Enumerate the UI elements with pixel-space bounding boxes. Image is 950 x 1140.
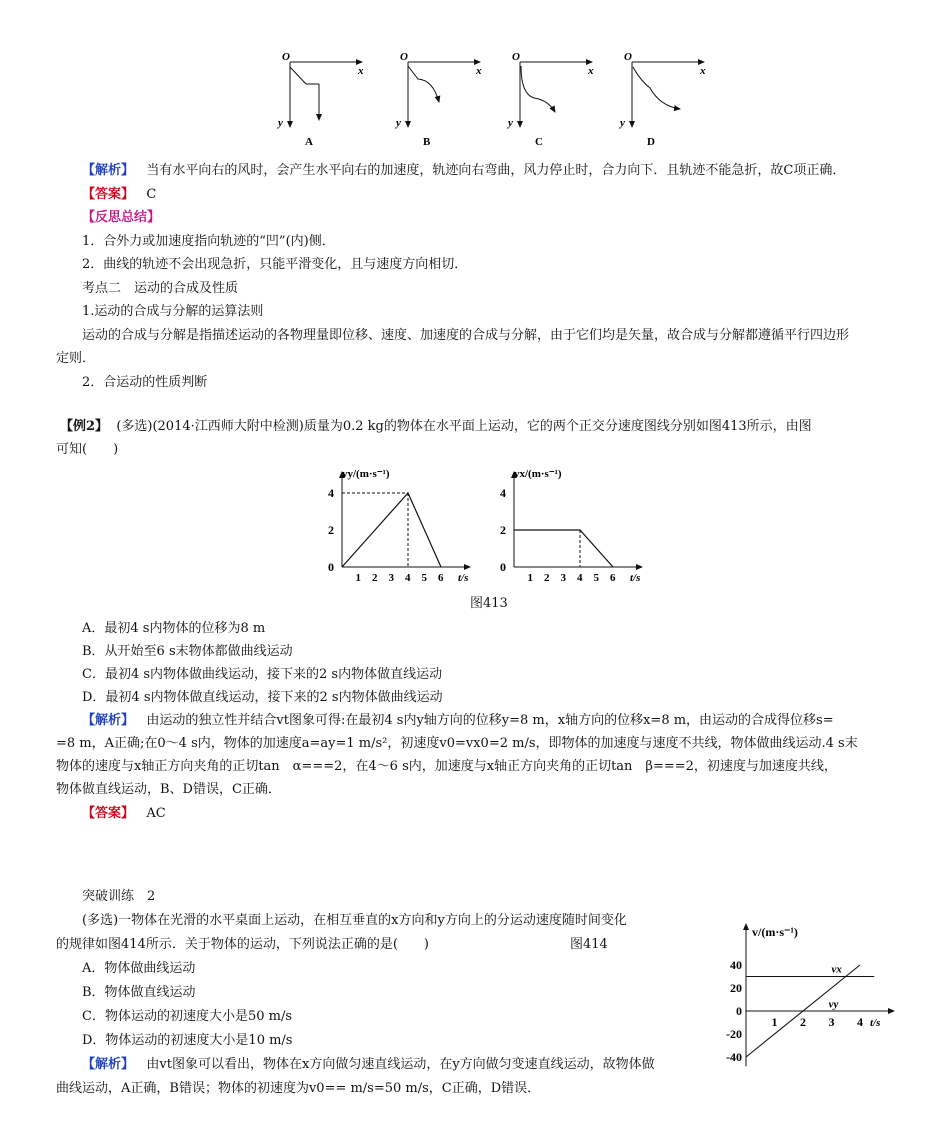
- answer-tag: 【答案】: [82, 806, 135, 821]
- y-tick-label: 0: [736, 1004, 742, 1018]
- y-axis-label: v/(m·s⁻¹): [752, 925, 798, 939]
- x-tick-label: 5: [421, 572, 427, 584]
- example-2-answer: [82, 805, 166, 823]
- option-b-label: B: [423, 136, 431, 148]
- example-2-analysis: [82, 712, 834, 730]
- analysis-text: 物体做直线运动，B、D错误，C正确．: [56, 782, 281, 797]
- option-b: B．物体做直线运动: [82, 985, 196, 1000]
- analysis-tag: 【解析】: [82, 163, 135, 178]
- x-tick-label: 1: [527, 572, 533, 584]
- trajectory-panel-c: [506, 51, 594, 148]
- analysis-text: 曲线运动，A正确，B错误；物体的初速度为v0== m/s=50 m/s，C正确，D错误．: [56, 1081, 541, 1096]
- y-tick-label: 2: [328, 523, 334, 537]
- trajectory-panel-b: [394, 51, 482, 148]
- x-axis-label: x: [358, 65, 364, 77]
- x-tick-label: 3: [828, 1015, 835, 1029]
- origin-label: O: [400, 51, 408, 63]
- option-a-label: A: [305, 136, 313, 148]
- series-label-vx: vx: [831, 963, 842, 976]
- example-2-stem-cont: 可知( ): [56, 442, 119, 457]
- reflect-heading: [82, 209, 160, 227]
- section-title: 考点二 运动的合成及性质: [82, 281, 239, 296]
- example-tag: 【例2】: [60, 419, 109, 434]
- analysis-text: 当有水平向右的风时，会产生水平向右的加速度，轨迹向右弯曲，风力停止时，合力向下．且轨迹不能急折，故C项正确．: [146, 163, 846, 178]
- x-tick-label: 6: [438, 572, 444, 584]
- x-tick-label: 3: [388, 572, 394, 584]
- origin-label: 0: [328, 560, 334, 574]
- y-axis-label: y: [620, 117, 625, 129]
- training-stem-cont: 的规律如图414所示．关于物体的运动，下列说法正确的是( ): [56, 937, 429, 952]
- data-line: [342, 493, 441, 567]
- reflect-item: 1．合外力或加速度指向轨迹的“凹”(内)侧．: [82, 234, 335, 249]
- q1-analysis: [82, 162, 845, 180]
- origin-label: 0: [500, 560, 506, 574]
- option-a: A．物体做曲线运动: [82, 961, 196, 976]
- training-analysis: [82, 1056, 655, 1074]
- y-tick-label: 4: [500, 486, 506, 500]
- y-axis-label: vx/(m·s⁻¹): [514, 468, 562, 480]
- y-tick-label: 2: [500, 523, 506, 537]
- x-tick-label: 6: [610, 572, 616, 584]
- x-axis-label: t/s: [458, 572, 469, 584]
- v-t-chart-414: [712, 912, 902, 1082]
- answer-text: C: [146, 187, 157, 202]
- series-label-vy: vy: [828, 998, 839, 1011]
- q1-answer: [82, 186, 156, 204]
- option-c: C．物体运动的初速度大小是50 m/s: [82, 1009, 292, 1024]
- x-tick-label: 2: [544, 572, 550, 584]
- y-axis-label: vy/(m·s⁻¹): [342, 468, 390, 480]
- option-a: A．最初4 s内物体的位移为8 m: [82, 621, 266, 636]
- x-tick-label: 2: [372, 572, 378, 584]
- analysis-text: 由vt图象可以看出，物体在x方向做匀速直线运动，在y方向做匀变速直线运动，故物体做: [146, 1057, 655, 1072]
- x-tick-label: 1: [355, 572, 361, 584]
- x-tick-label: 2: [800, 1015, 806, 1029]
- option-d: D．最初4 s内物体做直线运动，接下来的2 s内物体做曲线运动: [82, 690, 443, 705]
- x-axis-label: x: [476, 65, 482, 77]
- option-b: B．从开始至6 s末物体都做曲线运动: [82, 644, 293, 659]
- judge-title: 2．合运动的性质判断: [82, 375, 208, 390]
- origin-label: O: [512, 51, 520, 63]
- answer-text: AC: [146, 806, 166, 821]
- x-axis-label: x: [588, 65, 594, 77]
- figure-413-caption: 图413: [470, 596, 508, 611]
- reflect-tag: 【反思总结】: [82, 210, 161, 225]
- rule-text: 运动的合成与分解是指描述运动的各物理量即位移、速度、加速度的合成与分解，由于它们均是矢量，故合成与分解都遵循平行四边形: [82, 328, 850, 343]
- analysis-tag: 【解析】: [82, 1057, 135, 1072]
- x-tick-label: 4: [577, 572, 583, 584]
- y-tick-label: 40: [730, 958, 742, 972]
- option-c: C．最初4 s内物体做曲线运动，接下来的2 s内物体做直线运动: [82, 667, 443, 682]
- x-tick-label: 4: [857, 1015, 863, 1029]
- y-tick-label: 20: [730, 981, 742, 995]
- trajectory-panel-d: [618, 51, 706, 148]
- x-tick-label: 4: [405, 572, 411, 584]
- origin-label: O: [624, 51, 632, 63]
- training-stem: (多选)一物体在光滑的水平桌面上运动，在相互垂直的x方向和y方向上的分运动速度随时间变化: [82, 913, 627, 928]
- vx-t-chart: [492, 462, 652, 592]
- trajectory-options-figure: [270, 44, 710, 152]
- option-d-label: D: [647, 136, 655, 148]
- example-stem-text: (多选)(2014·江西师大附中检测)质量为0.2 kg的物体在水平面上运动，它的两个正交分速度图线分别如图413所示，由图: [116, 419, 812, 434]
- data-line: [514, 530, 613, 567]
- y-axis-label: y: [278, 117, 283, 129]
- training-title: 突破训练 2: [82, 889, 156, 904]
- analysis-text: 由运动的独立性并结合vt图象可得:在最初4 s内y轴方向的位移y=8 m，x轴方向的位移x=8 m，由运动的合成得位移s=: [146, 713, 834, 728]
- option-c-label: C: [535, 136, 543, 148]
- y-axis-label: y: [396, 117, 401, 129]
- figure-414-caption: 图414: [570, 937, 608, 952]
- analysis-text: =8 m，A正确;在0～4 s内，物体的加速度a=ay=1 m/s²，初速度v0=vx0=2 m/s，即物体的加速度与速度不共线，物体做曲线运动.4 s末: [56, 736, 858, 751]
- rule-text-cont: 定则．: [56, 351, 96, 366]
- y-tick-label: -40: [726, 1050, 742, 1064]
- origin-label: O: [282, 51, 290, 63]
- analysis-tag: 【解析】: [82, 713, 135, 728]
- y-tick-label: -20: [726, 1027, 742, 1041]
- x-axis-label: t/s: [870, 1017, 881, 1029]
- example-2-stem: [60, 418, 812, 436]
- trajectory-panel-a: [276, 51, 364, 148]
- reflect-item: 2．曲线的轨迹不会出现急折，只能平滑变化，且与速度方向相切．: [82, 257, 468, 272]
- option-d: D．物体运动的初速度大小是10 m/s: [82, 1033, 293, 1048]
- x-axis-label: t/s: [630, 572, 641, 584]
- answer-tag: 【答案】: [82, 187, 135, 202]
- analysis-text: 物体的速度与x轴正方向夹角的正切tan α===2，在4～6 s内，加速度与x轴正方向夹角的正切tan β===2，初速度与加速度共线，: [56, 759, 837, 774]
- y-tick-label: 4: [328, 486, 334, 500]
- rule-title: 1.运动的合成与分解的运算法则: [82, 304, 264, 319]
- x-tick-label: 1: [771, 1015, 778, 1029]
- x-axis-label: x: [700, 65, 706, 77]
- x-tick-label: 5: [593, 572, 599, 584]
- vy-t-chart: [320, 462, 480, 592]
- x-tick-label: 3: [560, 572, 566, 584]
- y-axis-label: y: [508, 117, 513, 129]
